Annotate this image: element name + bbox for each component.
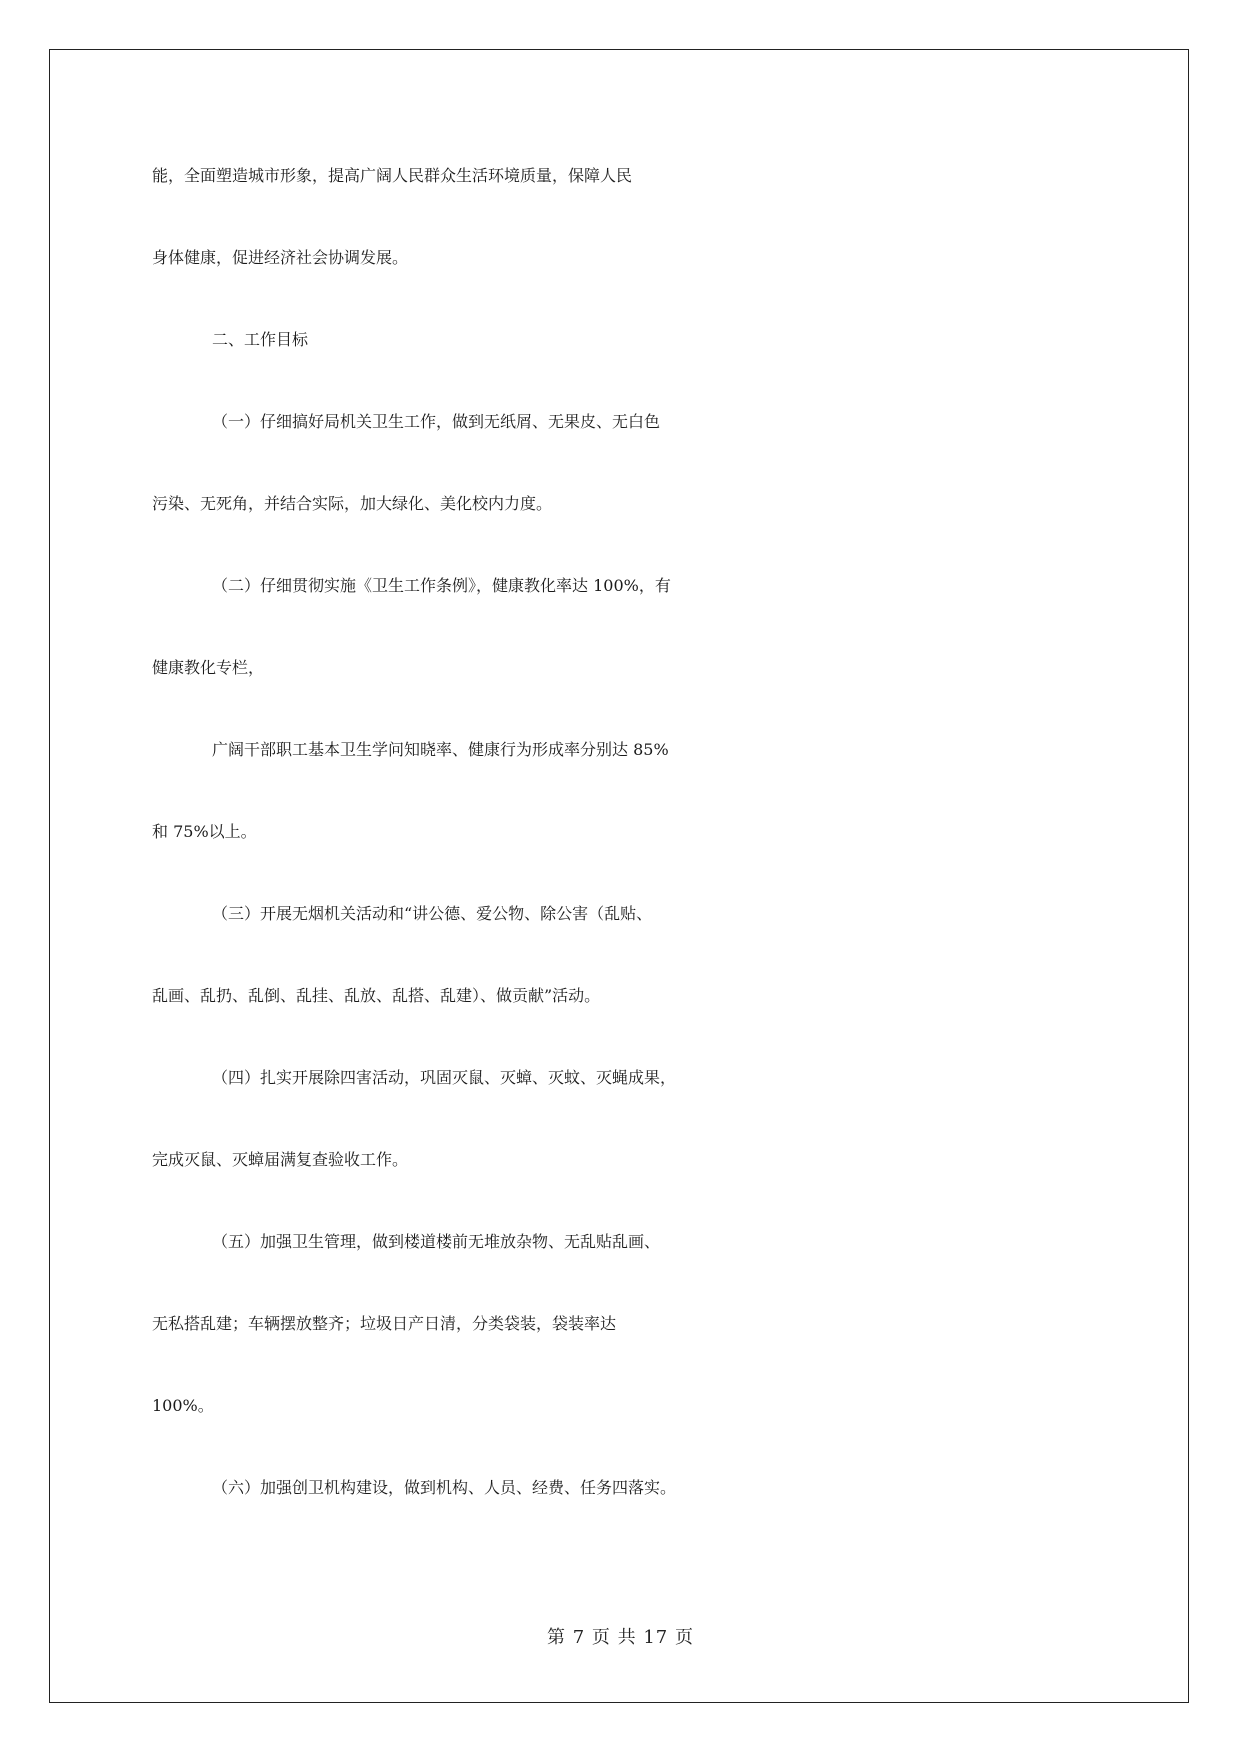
text-line-9: 和 75%以上。 [152, 822, 257, 841]
text-line-17: （六）加强创卫机构建设，做到机构、人员、经费、任务四落实。 [212, 1478, 677, 1497]
text-line-13: 完成灭鼠、灭蟑届满复查验收工作。 [152, 1150, 409, 1169]
section-heading: 二、工作目标 [212, 330, 309, 349]
text-line-2: 身体健康，促进经济社会协调发展。 [152, 248, 409, 267]
text-line-12: （四）扎实开展除四害活动，巩固灭鼠、灭蟑、灭蚊、灭蝇成果， [212, 1068, 677, 1087]
text-line-5: 污染、无死角，并结合实际，加大绿化、美化校内力度。 [152, 494, 553, 513]
text-line-8: 广阔干部职工基本卫生学问知晓率、健康行为形成率分别达 85% [212, 740, 669, 759]
text-line-14: （五）加强卫生管理，做到楼道楼前无堆放杂物、无乱贴乱画、 [212, 1232, 661, 1251]
text-line-11: 乱画、乱扔、乱倒、乱挂、乱放、乱搭、乱建）、做贡献”活动。 [152, 986, 601, 1005]
text-line-15: 无私搭乱建；车辆摆放整齐；垃圾日产日清，分类袋装，袋装率达 [152, 1314, 617, 1333]
text-line-10: （三）开展无烟机关活动和“讲公德、爱公物、除公害（乱贴、 [212, 904, 653, 923]
document-body [152, 163, 1092, 1557]
text-line-7: 健康教化专栏， [152, 658, 265, 677]
text-line-6: （二）仔细贯彻实施《卫生工作条例》，健康教化率达 100%，有 [212, 576, 671, 595]
text-line-4: （一）仔细搞好局机关卫生工作，做到无纸屑、无果皮、无白色 [212, 412, 661, 431]
text-line-1: 能，全面塑造城市形象，提高广阔人民群众生活环境质量，保障人民 [152, 166, 633, 185]
text-line-16: 100%。 [152, 1396, 214, 1415]
page-number-footer: 第 7 页 共 17 页 [547, 1627, 694, 1648]
